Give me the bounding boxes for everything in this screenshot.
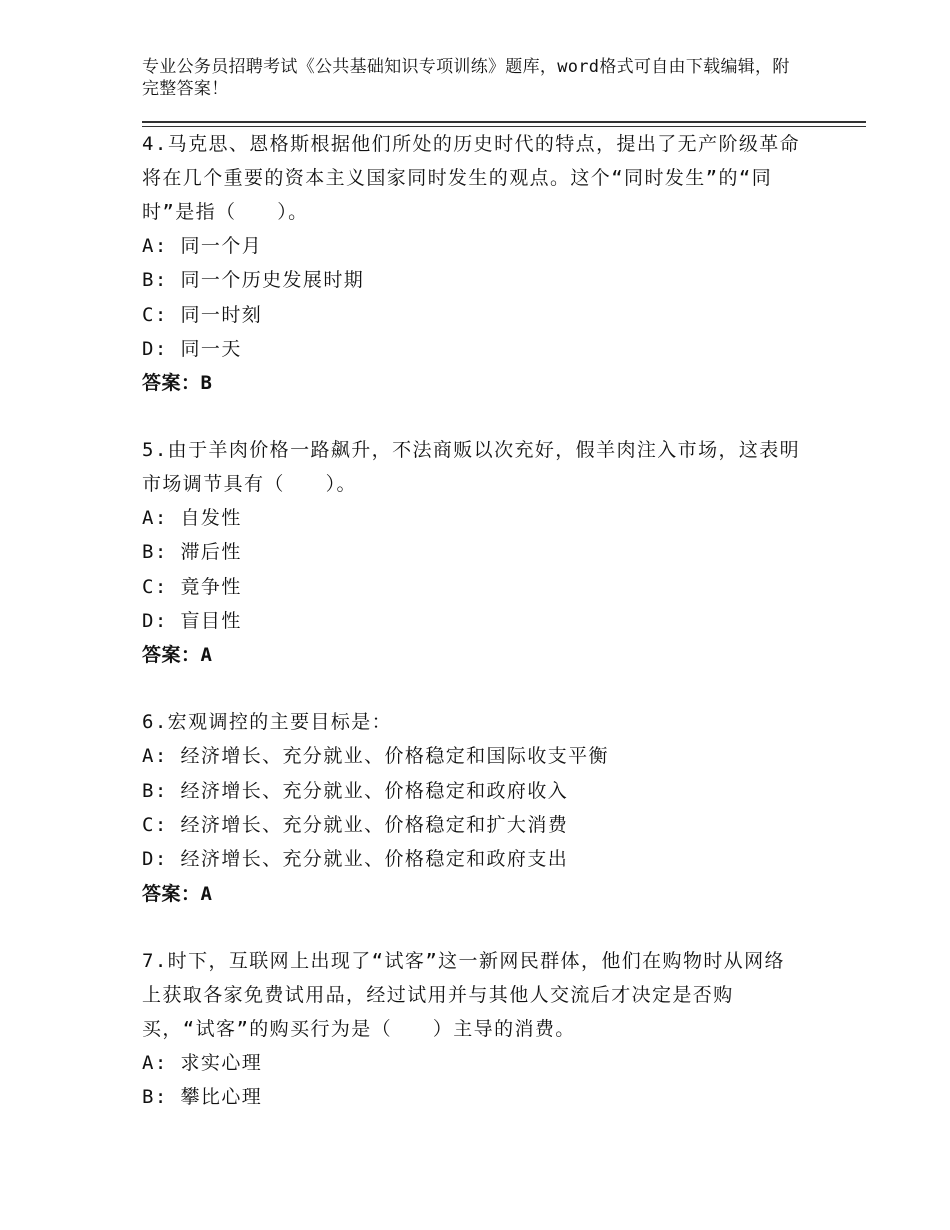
question-stem: 6.宏观调控的主要目标是： xyxy=(142,711,393,734)
option-d: D: 同一天 xyxy=(142,337,242,360)
question-list xyxy=(142,127,802,1114)
option-b: B: 攀比心理 xyxy=(142,1085,263,1108)
option-d: D: 盲目性 xyxy=(142,610,242,633)
option-b: B: 滞后性 xyxy=(142,541,242,564)
option-a: A: 经济增长、充分就业、价格稳定和国际收支平衡 xyxy=(142,745,609,768)
option-b: B: 同一个历史发展时期 xyxy=(142,269,365,292)
answer-line: 答案：A xyxy=(142,644,213,667)
option-a: A: 同一个月 xyxy=(142,235,263,257)
question-5 xyxy=(142,433,802,672)
option-c: C: 同一时刻 xyxy=(142,303,263,326)
question-4 xyxy=(142,127,802,400)
document-header: 专业公务员招聘考试《公共基础知识专项训练》题库，word格式可自由下载编辑，附完整答案！ xyxy=(142,57,790,99)
question-6 xyxy=(142,705,802,910)
option-c: C: 经济增长、充分就业、价格稳定和扩大消费 xyxy=(142,813,569,836)
question-7 xyxy=(142,944,802,1115)
option-a: A: 自发性 xyxy=(142,507,242,530)
option-c: C: 竟争性 xyxy=(142,575,242,598)
option-d: D: 经济增长、充分就业、价格稳定和政府支出 xyxy=(142,848,569,871)
option-a: A: 求实心理 xyxy=(142,1051,263,1074)
answer-line: 答案：B xyxy=(142,372,213,395)
option-b: B: 经济增长、充分就业、价格稳定和政府收入 xyxy=(142,779,569,802)
question-stem: 5.由于羊肉价格一路飙升，不法商贩以次充好，假羊肉注入市场，这表明市场调节具有（ ）。 xyxy=(142,439,801,496)
question-stem: 7.时下，互联网上出现了“试客”这一新网民群体，他们在购物时从网络上获取各家免费试用品，经过试用并与其他人交流后才决定是否购买，“试客”的购买行为是（ ）主导的消费。 xyxy=(142,949,785,1040)
question-stem: 4.马克思、恩格斯根据他们所处的历史时代的特点，提出了无产阶级革命将在几个重要的资本主义国家同时发生的观点。这个“同时发生”的“同时”是指（ ）。 xyxy=(142,133,801,223)
header-rule-thick xyxy=(142,121,866,123)
answer-line: 答案：A xyxy=(142,882,213,905)
